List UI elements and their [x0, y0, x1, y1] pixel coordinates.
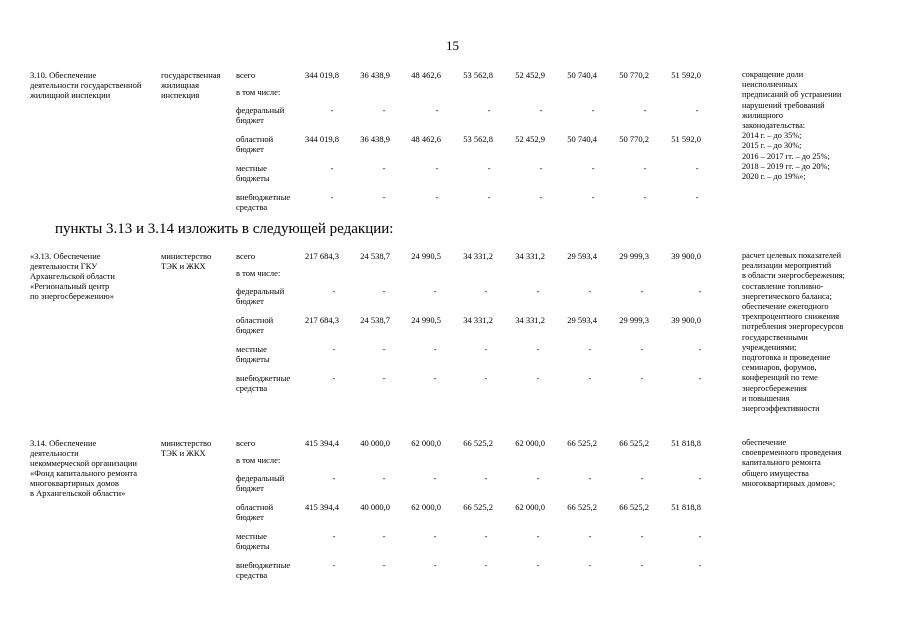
table-cell-value: 66 525,2	[619, 502, 649, 512]
table-cell-value: 50 740,4	[567, 70, 597, 80]
table-cell-value: -	[536, 344, 540, 354]
expected-result-line: и повышения	[742, 393, 790, 403]
item-name-line: «Фонд капитального ремонта	[30, 468, 137, 478]
expected-result-line: расчет целевых показателей	[742, 251, 842, 260]
table-cell-value: -	[539, 163, 543, 173]
table-cell-value: -	[332, 473, 336, 483]
funding-source-label: всего	[236, 251, 256, 261]
expected-result-line: многоквартирных домов»;	[742, 478, 836, 488]
table-cell-value: 62 000,0	[411, 502, 441, 512]
funding-source-label: бюджеты	[236, 541, 270, 551]
funding-source-label: местные	[236, 531, 267, 541]
funding-source-label: бюджет	[236, 144, 264, 154]
table-cell-value: 48 462,6	[411, 70, 441, 80]
table-cell-value: -	[536, 473, 540, 483]
item-name-line: некоммерческой организации	[30, 458, 137, 468]
table-cell-value: 344 019,8	[305, 70, 339, 80]
table-cell-value: -	[332, 560, 336, 570]
expected-result-line: конференций по теме	[742, 373, 818, 383]
item-name-line: многоквартирных домов	[30, 478, 119, 488]
table-cell-value: -	[433, 344, 437, 354]
funding-source-label: бюджет	[236, 483, 264, 493]
table-cell-value: 48 462,6	[411, 134, 441, 144]
expected-result-line: энергоэффективности	[742, 404, 820, 413]
expected-result-line: 2018 – 2019 гг. – до 20%;	[742, 161, 830, 171]
table-cell-value: 40 000,0	[360, 438, 390, 448]
table-cell-value: -	[643, 192, 647, 202]
table-cell-value: -	[330, 105, 334, 115]
expected-result-line: трехпроцентного снижения	[742, 312, 840, 322]
table-cell-value: -	[433, 286, 437, 296]
table-cell-value: -	[539, 192, 543, 202]
table-cell-value: 66 525,2	[463, 438, 493, 448]
executor-line: министерство	[161, 251, 212, 261]
program-item-block	[0, 251, 905, 431]
expected-result-line: семинаров, форумов,	[742, 363, 817, 373]
table-cell-value: 34 331,2	[463, 251, 493, 261]
table-cell-value: -	[588, 531, 592, 541]
funding-source-label: средства	[236, 383, 268, 393]
table-cell-value: -	[698, 473, 702, 483]
funding-source-label: местные	[236, 344, 267, 354]
table-cell-value: -	[484, 286, 488, 296]
expected-result-line: 2015 г. – до 30%;	[742, 141, 802, 151]
table-cell-value: -	[640, 286, 644, 296]
item-name-line: деятельности	[30, 448, 79, 458]
amendment-heading: пункты 3.13 и 3.14 изложить в следующей редакции:	[55, 221, 394, 237]
expected-result-line: капитального ремонта	[742, 458, 821, 468]
table-cell-value: -	[382, 473, 386, 483]
funding-source-label: бюджеты	[236, 354, 270, 364]
table-cell-value: 53 562,8	[463, 70, 493, 80]
item-name-line: в Архангельской области»	[30, 488, 126, 498]
program-item-block	[0, 70, 905, 250]
table-cell-value: -	[484, 560, 488, 570]
expected-result-line: своевременного проведения	[742, 448, 842, 458]
funding-source-label: федеральный	[236, 286, 285, 296]
expected-result-line: энергосбережения	[742, 383, 807, 393]
funding-source-label: бюджет	[236, 325, 264, 335]
item-name-line: «Региональный центр	[30, 281, 110, 291]
table-cell-value: 29 593,4	[567, 251, 597, 261]
table-cell-value: -	[640, 560, 644, 570]
expected-result-line: 2014 г. – до 35%;	[742, 131, 802, 141]
item-name-line: 3.14. Обеспечение	[30, 438, 97, 448]
table-cell-value: -	[484, 373, 488, 383]
table-cell-value: -	[591, 163, 595, 173]
table-cell-value: -	[588, 344, 592, 354]
expected-result-line: энергетического баланса;	[742, 291, 832, 301]
funding-source-label: всего	[236, 70, 256, 80]
table-cell-value: -	[698, 286, 702, 296]
table-cell-value: 217 684,3	[305, 251, 339, 261]
funding-source-label: внебюджетные	[236, 192, 291, 202]
funding-source-label: областной	[236, 134, 274, 144]
expected-result-line: государственными	[742, 332, 808, 342]
expected-result-line: в области энергосбережения;	[742, 271, 845, 281]
table-cell-value: -	[536, 531, 540, 541]
table-cell-value: -	[330, 192, 334, 202]
item-name-line: деятельности государственной	[30, 80, 142, 90]
table-cell-value: -	[382, 373, 386, 383]
executor-line: ТЭК и ЖКХ	[161, 448, 206, 458]
table-cell-value: -	[433, 373, 437, 383]
table-cell-value: -	[435, 105, 439, 115]
table-cell-value: -	[588, 560, 592, 570]
table-cell-value: 34 331,2	[515, 315, 545, 325]
table-cell-value: 62 000,0	[515, 438, 545, 448]
table-cell-value: 217 684,3	[305, 315, 339, 325]
table-cell-value: 34 331,2	[515, 251, 545, 261]
funding-source-label: областной	[236, 315, 274, 325]
expected-result-line: предписаний об устранении	[742, 90, 842, 100]
table-cell-value: -	[588, 286, 592, 296]
expected-result-line: обеспечение ежегодного	[742, 302, 829, 311]
table-cell-value: -	[433, 560, 437, 570]
table-cell-value: -	[536, 373, 540, 383]
table-cell-value: 66 525,2	[567, 502, 597, 512]
table-cell-value: 50 770,2	[619, 70, 649, 80]
expected-result-line: 2016 – 2017 гг. – до 25%;	[742, 151, 830, 161]
expected-result-line: нарушений требований	[742, 100, 825, 110]
executor-line: министерство	[161, 438, 212, 448]
table-cell-value: -	[382, 105, 386, 115]
table-cell-value: -	[484, 473, 488, 483]
item-name-line: Архангельской области	[30, 271, 115, 281]
table-cell-value: -	[330, 163, 334, 173]
table-cell-value: 53 562,8	[463, 134, 493, 144]
table-cell-value: 24 538,7	[360, 251, 390, 261]
table-cell-value: 52 452,9	[515, 134, 545, 144]
table-cell-value: -	[698, 373, 702, 383]
table-cell-value: -	[382, 286, 386, 296]
table-cell-value: -	[382, 192, 386, 202]
table-cell-value: 415 394,4	[305, 438, 339, 448]
table-cell-value: 39 900,0	[671, 315, 701, 325]
table-cell-value: -	[640, 531, 644, 541]
table-cell-value: 29 593,4	[567, 315, 597, 325]
table-cell-value: -	[332, 286, 336, 296]
item-name-line: деятельности ГКУ	[30, 261, 98, 271]
funding-source-label: всего	[236, 438, 256, 448]
table-cell-value: 40 000,0	[360, 502, 390, 512]
item-name-line: жилищной инспекции	[30, 90, 111, 100]
funding-source-label: бюджеты	[236, 173, 270, 183]
funding-source-label: местные	[236, 163, 267, 173]
expected-result-line: учреждениями;	[742, 342, 797, 352]
table-cell-value: 344 019,8	[305, 134, 339, 144]
table-cell-value: -	[643, 105, 647, 115]
table-cell-value: -	[591, 105, 595, 115]
table-cell-value: -	[433, 531, 437, 541]
item-name-line: 3.10. Обеспечение	[30, 70, 97, 80]
table-cell-value: -	[435, 192, 439, 202]
item-name-line: «3.13. Обеспечение	[30, 251, 101, 261]
table-cell-value: -	[695, 105, 699, 115]
expected-result-line: подготовка и проведение	[742, 353, 831, 362]
table-cell-value: -	[536, 286, 540, 296]
table-cell-value: 50 770,2	[619, 134, 649, 144]
expected-result-line: неисполненных	[742, 80, 798, 90]
table-cell-value: 36 438,9	[360, 70, 390, 80]
table-cell-value: 39 900,0	[671, 251, 701, 261]
table-cell-value: -	[640, 473, 644, 483]
table-cell-value: -	[588, 473, 592, 483]
table-cell-value: -	[382, 344, 386, 354]
table-cell-value: -	[382, 163, 386, 173]
table-cell-value: 24 538,7	[360, 315, 390, 325]
table-cell-value: -	[382, 531, 386, 541]
table-cell-value: -	[487, 105, 491, 115]
funding-source-label: федеральный	[236, 473, 285, 483]
executor-line: жилищная	[161, 80, 199, 90]
expected-result-line: сокращение доли	[742, 70, 804, 79]
expected-result-line: законодательства:	[742, 121, 806, 130]
table-cell-value: -	[435, 163, 439, 173]
table-cell-value: 51 592,0	[671, 70, 701, 80]
expected-result-line: реализации мероприятий	[742, 261, 832, 271]
table-cell-value: -	[588, 373, 592, 383]
page-number: 15	[446, 38, 459, 53]
table-cell-value: 66 525,2	[619, 438, 649, 448]
funding-source-label: внебюджетные	[236, 373, 291, 383]
table-cell-value: 34 331,2	[463, 315, 493, 325]
funding-source-label: в том числе:	[236, 455, 281, 465]
table-cell-value: 24 990,5	[411, 251, 441, 261]
funding-source-label: областной	[236, 502, 274, 512]
table-cell-value: -	[484, 344, 488, 354]
table-cell-value: 51 592,0	[671, 134, 701, 144]
funding-source-label: бюджет	[236, 115, 264, 125]
table-cell-value: -	[484, 531, 488, 541]
table-cell-value: -	[487, 163, 491, 173]
table-cell-value: 62 000,0	[411, 438, 441, 448]
funding-source-label: внебюджетные	[236, 560, 291, 570]
funding-source-label: средства	[236, 202, 268, 212]
expected-result-line: составление топливно-	[742, 281, 824, 291]
executor-line: государственная	[161, 70, 221, 80]
table-cell-value: -	[698, 531, 702, 541]
funding-source-label: бюджет	[236, 296, 264, 306]
funding-source-label: средства	[236, 570, 268, 580]
table-cell-value: 51 818,8	[671, 438, 701, 448]
table-cell-value: 66 525,2	[463, 502, 493, 512]
expected-result-line: общего имущества	[742, 468, 809, 478]
table-cell-value: -	[698, 560, 702, 570]
table-cell-value: -	[332, 344, 336, 354]
expected-result-line: потребления энергоресурсов	[742, 322, 844, 332]
executor-line: ТЭК и ЖКХ	[161, 261, 206, 271]
table-cell-value: 62 000,0	[515, 502, 545, 512]
table-cell-value: 29 999,3	[619, 315, 649, 325]
expected-result-line: обеспечение	[742, 438, 787, 447]
table-cell-value: -	[536, 560, 540, 570]
table-cell-value: 24 990,5	[411, 315, 441, 325]
table-cell-value: -	[640, 344, 644, 354]
table-cell-value: -	[487, 192, 491, 202]
table-cell-value: -	[640, 373, 644, 383]
table-cell-value: -	[332, 531, 336, 541]
table-cell-value: 29 999,3	[619, 251, 649, 261]
table-cell-value: -	[695, 163, 699, 173]
expected-result-line: 2020 г. – до 19%»;	[742, 172, 806, 181]
table-cell-value: -	[591, 192, 595, 202]
table-cell-value: -	[433, 473, 437, 483]
funding-source-label: бюджет	[236, 512, 264, 522]
table-cell-value: -	[643, 163, 647, 173]
table-cell-value: 50 740,4	[567, 134, 597, 144]
executor-line: инспекция	[161, 90, 200, 100]
funding-source-label: федеральный	[236, 105, 285, 115]
table-cell-value: 66 525,2	[567, 438, 597, 448]
table-cell-value: -	[332, 373, 336, 383]
table-cell-value: -	[382, 560, 386, 570]
program-item-block	[0, 438, 905, 618]
table-cell-value: 52 452,9	[515, 70, 545, 80]
table-cell-value: 51 818,8	[671, 502, 701, 512]
item-name-line: по энергосбережению»	[30, 291, 114, 301]
table-cell-value: -	[539, 105, 543, 115]
table-cell-value: -	[698, 344, 702, 354]
table-cell-value: 415 394,4	[305, 502, 339, 512]
funding-source-label: в том числе:	[236, 268, 281, 278]
table-cell-value: -	[695, 192, 699, 202]
funding-source-label: в том числе:	[236, 87, 281, 97]
expected-result-line: жилищного	[742, 110, 784, 120]
table-cell-value: 36 438,9	[360, 134, 390, 144]
